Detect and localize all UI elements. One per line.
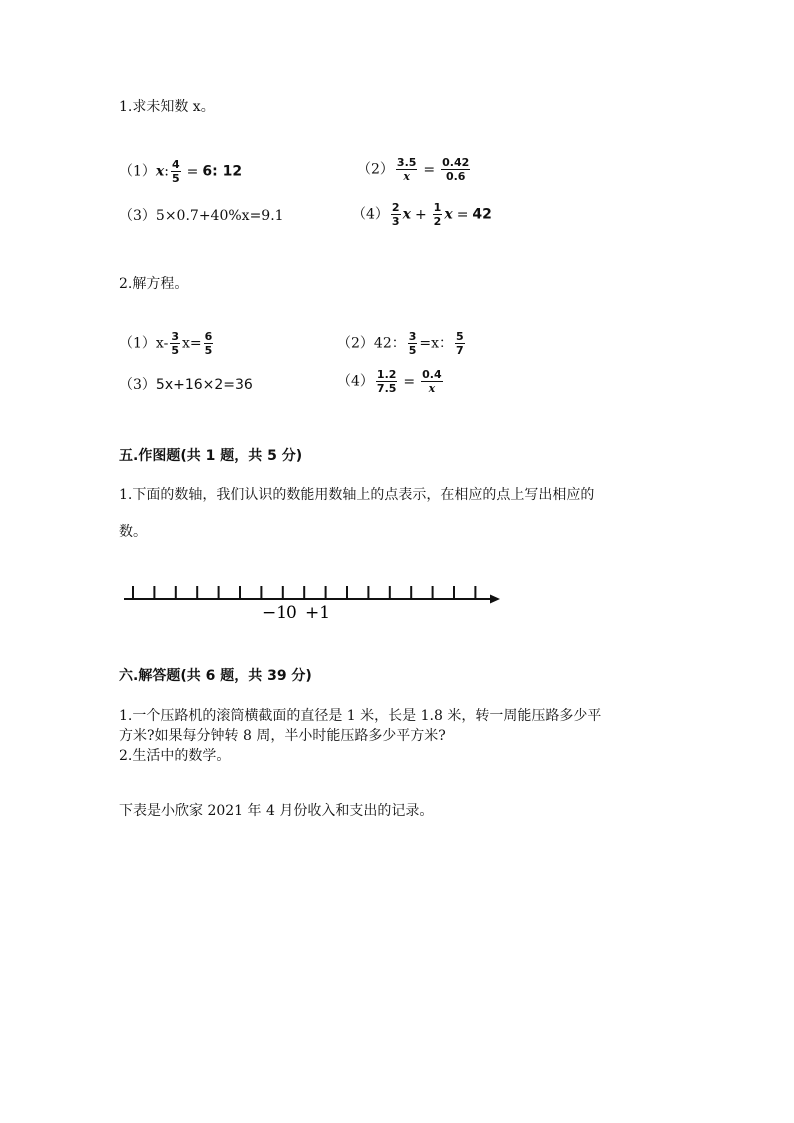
expression: 42： <box>373 335 406 352</box>
denominator: 3 <box>391 215 400 228</box>
number-line <box>118 578 508 628</box>
q1-problem-3 <box>119 205 284 225</box>
tick-label-minus-one: −1 <box>262 603 288 623</box>
fraction <box>421 368 443 395</box>
numerator: 0.4 <box>422 368 442 381</box>
numerator: 3.5 <box>396 156 417 169</box>
denominator: 7.5 <box>376 382 397 395</box>
problem-index: （2） <box>357 161 394 178</box>
problem-index: （3） <box>119 377 156 393</box>
numerator: 0.42 <box>442 156 470 169</box>
numerator: 3 <box>408 330 417 343</box>
arrow-head-icon <box>490 595 500 604</box>
q2-title: 2.解方程。 <box>119 276 189 292</box>
denominator: x <box>403 170 410 183</box>
rhs: 6: 12 <box>202 163 243 180</box>
section-5-q1-line1: 1.下面的数轴，我们认识的数能用数轴上的点表示，在相应的点上写出相应的 <box>119 487 595 503</box>
q1-problem-1 <box>119 158 242 185</box>
fraction <box>408 330 418 357</box>
fraction <box>204 330 214 357</box>
section-6-q1-line2: 方米?如果每分钟转 8 周，半小时能压路多少平方米? <box>119 728 446 744</box>
fraction <box>455 330 465 357</box>
var-x: x <box>155 163 165 180</box>
q1-problem-4 <box>352 201 492 228</box>
number-line-ticks <box>133 586 475 599</box>
section-6-q2: 2.生活中的数学。 <box>119 748 231 764</box>
denominator: 5 <box>204 344 213 357</box>
equals: = <box>423 161 436 178</box>
q1-problem-2 <box>357 156 472 183</box>
expression: =x： <box>419 335 454 352</box>
denominator: 2 <box>433 215 442 228</box>
equals: = <box>186 163 199 180</box>
q1-title: 1.求未知数 x。 <box>119 99 215 115</box>
expression: x= <box>181 335 202 352</box>
section-6-heading: 六.解答题(共 6 题，共 39 分) <box>119 668 312 684</box>
var-x: x <box>402 206 411 223</box>
problem-index: （3） <box>119 208 156 224</box>
equation: 5×0.7+40%x=9.1 <box>155 208 284 224</box>
section-6-note: 下表是小欣家 2021 年 4 月份收入和支出的记录。 <box>119 803 434 819</box>
numerator: 4 <box>172 158 180 171</box>
problem-index: （1） <box>119 335 156 352</box>
tick-label-zero: 0 <box>286 603 297 623</box>
numerator: 2 <box>391 201 400 214</box>
q2-problem-1 <box>119 330 215 357</box>
numerator: 5 <box>456 330 464 343</box>
equals: = <box>403 373 416 390</box>
denominator: 0.6 <box>445 170 466 183</box>
numerator: 1 <box>433 201 442 214</box>
denominator: x <box>428 382 436 395</box>
q2-problem-2 <box>337 330 467 357</box>
fraction <box>376 368 398 395</box>
fraction <box>170 330 180 357</box>
fraction <box>171 158 181 185</box>
numerator: 1.2 <box>376 368 397 381</box>
problem-index: （1） <box>119 163 156 180</box>
denominator: 5 <box>171 344 179 357</box>
q2-problem-4 <box>337 368 445 395</box>
denominator: 5 <box>408 344 417 357</box>
section-5-q1-line2: 数。 <box>119 524 147 540</box>
fraction <box>396 156 418 183</box>
problem-index: （2） <box>337 335 374 352</box>
q2-problem-3 <box>119 374 253 394</box>
fraction <box>433 201 443 228</box>
problem-index: （4） <box>337 373 374 390</box>
denominator: 5 <box>172 172 180 185</box>
fraction <box>441 156 470 183</box>
rhs: 42 <box>472 206 492 223</box>
problem-index: （4） <box>352 206 389 223</box>
expression: x- <box>155 335 169 352</box>
var-x: x <box>444 206 453 223</box>
section-5-heading: 五.作图题(共 1 题，共 5 分) <box>119 448 303 464</box>
tick-label-plus-one: +1 <box>305 603 331 623</box>
plus: + <box>414 206 427 223</box>
equation: 5x+16×2=36 <box>155 377 253 393</box>
equals: = <box>456 206 469 223</box>
numerator: 6 <box>204 330 213 343</box>
section-6-q1-line1: 1.一个压路机的滚筒横截面的直径是 1 米，长是 1.8 米，转一周能压路多少平 <box>119 708 602 724</box>
numerator: 3 <box>171 330 179 343</box>
fraction <box>391 201 401 228</box>
denominator: 7 <box>456 344 464 357</box>
colon: : <box>164 163 169 180</box>
